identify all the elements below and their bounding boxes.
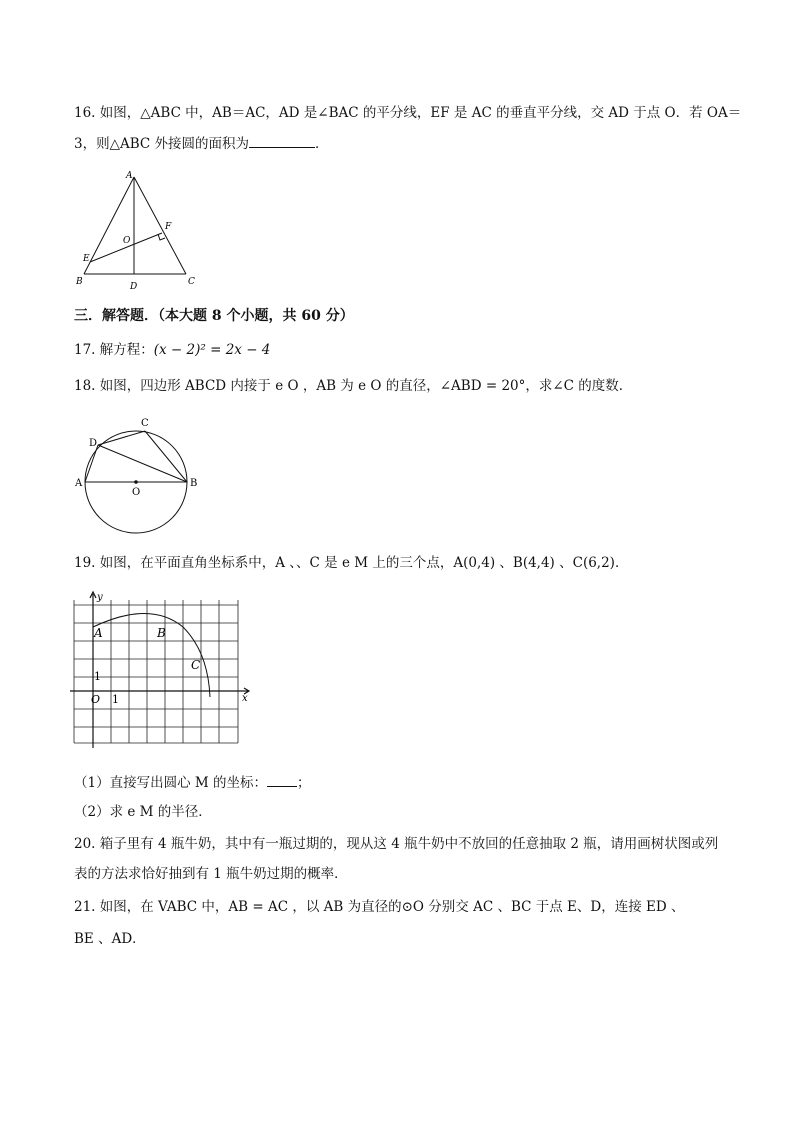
- q16-line2-prefix: 3，则△ABC 外接圆的面积为: [74, 136, 250, 152]
- q19-label-one-y: 1: [94, 670, 101, 683]
- q18-line: 18. 如图，四边形 ABCD 内接于 e O ，AB 为 e O 的直径，∠ABD = 20°，求∠C 的度数．: [74, 378, 633, 394]
- q19-sub1-prefix: （1）直接写出圆心 M 的坐标：: [74, 775, 267, 791]
- q16-label-b: B: [76, 277, 83, 287]
- q19-sub1-blank: [267, 772, 297, 787]
- q21-line2: BE 、AD．: [74, 931, 146, 947]
- section3-heading: 三．解答题．（本大题 8 个小题，共 60 分）: [74, 308, 354, 324]
- q16-label-c: C: [188, 277, 195, 287]
- q20-line1: 20. 箱子里有 4 瓶牛奶，其中有一瓶过期的，现从这 4 瓶牛奶中不放回的任意抽取 2 瓶，请用画树状图或列: [74, 836, 719, 852]
- q18-label-c: C: [141, 418, 149, 429]
- q19-label-y: y: [97, 592, 103, 603]
- q16-triangle-figure: [74, 166, 204, 292]
- q16-line2: [74, 133, 329, 154]
- q18-label-b: B: [190, 478, 198, 489]
- q16-label-d: D: [130, 282, 138, 292]
- q16-label-f: F: [165, 222, 172, 232]
- q16-label-a: A: [126, 171, 133, 181]
- q18-label-d: D: [89, 438, 98, 449]
- q16-label-e: E: [83, 254, 90, 264]
- q19-label-b: B: [157, 626, 166, 640]
- q19-label-x: x: [242, 693, 248, 704]
- q17-equation: (x − 2)² = 2x − 4: [153, 342, 271, 358]
- q19-arc: [93, 614, 210, 698]
- q16-line1: 16. 如图，△ABC 中，AB＝AC，AD 是∠BAC 的平分线，EF 是 AC 的垂直平分线，交 AD 于点 O．若 OA＝: [74, 105, 742, 121]
- q17-prefix: 17. 解方程：: [74, 342, 154, 358]
- q19-sub1: [74, 772, 311, 793]
- q17-line: [74, 340, 270, 360]
- q19-label-c: C: [191, 658, 201, 672]
- q16-label-o: O: [123, 236, 131, 246]
- q18-label-a: A: [75, 478, 83, 489]
- q19-label-one-x: 1: [112, 693, 119, 706]
- q19-grid-figure: [70, 588, 256, 752]
- q16-line2-suffix: ．: [315, 136, 329, 152]
- q19-line: 19. 如图，在平面直角坐标系中，A 、、C 是 e M 上的三个点，A(0,4) 、B(4,4) 、C(6,2)．: [74, 555, 629, 571]
- q21-line1: 21. 如图，在 VABC 中，AB = AC ，以 AB 为直径的⊙O 分别交 AC 、BC 于点 E、D，连接 ED 、: [74, 899, 685, 915]
- q19-label-origin: O: [91, 693, 101, 706]
- q18-center-dot: [134, 480, 138, 484]
- q20-line2: 表的方法求恰好抽到有 1 瓶牛奶过期的概率．: [74, 866, 348, 882]
- q16-answer-blank: [249, 133, 315, 148]
- q18-circle-figure: [74, 408, 208, 538]
- q19-sub2: （2）求 e M 的半径．: [74, 804, 212, 820]
- q19-sub1-suffix: ；: [297, 775, 311, 791]
- q19-label-a: A: [94, 626, 103, 640]
- q18-label-o: O: [132, 487, 141, 498]
